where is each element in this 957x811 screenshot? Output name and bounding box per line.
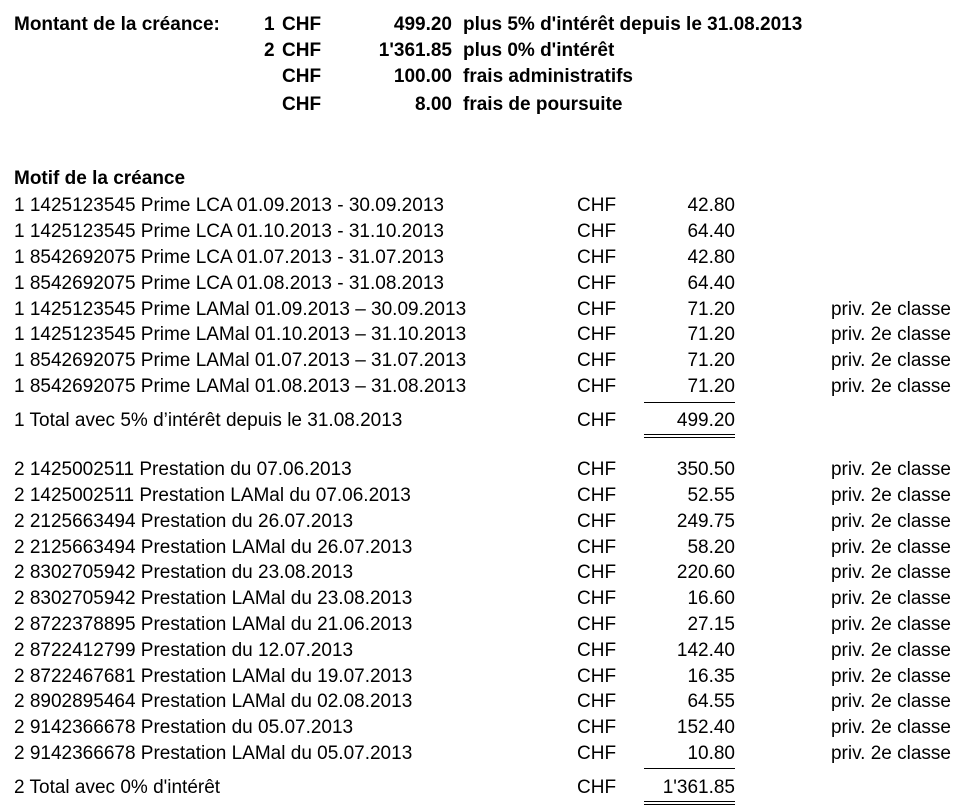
- summary-amount: 1'361.85: [378, 40, 452, 61]
- row-amount: 10.80: [687, 743, 735, 764]
- row-currency: CHF: [577, 299, 617, 320]
- subtotal-rule: [644, 402, 735, 403]
- row-currency: CHF: [577, 221, 617, 242]
- row-note: priv. 2e classe: [830, 376, 951, 397]
- row-amount: 27.15: [687, 614, 735, 635]
- row-amount: 220.60: [676, 562, 735, 583]
- row-description: 1 8542692075 Prime LAMal 01.07.2013 – 31.07.2013: [14, 350, 467, 371]
- total-description: 2 Total avec 0% d'intérêt: [14, 777, 221, 798]
- summary-currency: CHF: [282, 66, 322, 87]
- row-amount: 64.55: [687, 691, 735, 712]
- row-amount: 142.40: [676, 640, 735, 661]
- row-description: 2 8722378895 Prestation LAMal du 21.06.2013: [14, 614, 413, 635]
- row-amount: 71.20: [687, 324, 735, 345]
- row-description: 1 1425123545 Prime LCA 01.09.2013 - 30.09.2013: [14, 195, 444, 216]
- table-row: [0, 376, 957, 402]
- summary-description: plus 0% d'intérêt: [463, 40, 615, 61]
- row-description: 2 2125663494 Prestation LAMal du 26.07.2013: [14, 537, 413, 558]
- row-description: 2 8302705942 Prestation LAMal du 23.08.2013: [14, 588, 413, 609]
- row-description: 1 1425123545 Prime LAMal 01.09.2013 – 30.09.2013: [14, 299, 467, 320]
- summary-currency: CHF: [282, 94, 322, 115]
- row-amount: 42.80: [687, 247, 735, 268]
- table-row: [0, 350, 957, 376]
- total-currency: CHF: [577, 410, 617, 431]
- summary-amount: 499.20: [393, 14, 452, 35]
- row-amount: 42.80: [687, 195, 735, 216]
- table-row: [0, 459, 957, 485]
- row-description: 2 8722412799 Prestation du 12.07.2013: [14, 640, 354, 661]
- row-description: 1 8542692075 Prime LCA 01.07.2013 - 31.07.2013: [14, 247, 444, 268]
- total-amount: 499.20: [676, 410, 735, 431]
- row-currency: CHF: [577, 614, 617, 635]
- row-description: 1 1425123545 Prime LCA 01.10.2013 - 31.10.2013: [14, 221, 444, 242]
- subtotal-rule: [644, 768, 735, 769]
- table-row: [0, 195, 957, 221]
- row-currency: CHF: [577, 691, 617, 712]
- row-amount: 71.20: [687, 350, 735, 371]
- row-description: 1 8542692075 Prime LCA 01.08.2013 - 31.08.2013: [14, 273, 444, 294]
- table-row: [0, 588, 957, 614]
- row-currency: CHF: [577, 247, 617, 268]
- row-amount: 64.40: [687, 273, 735, 294]
- row-currency: CHF: [577, 511, 617, 532]
- row-amount: 71.20: [687, 376, 735, 397]
- table-row: [0, 562, 957, 588]
- row-note: priv. 2e classe: [830, 537, 951, 558]
- row-description: 2 8302705942 Prestation du 23.08.2013: [14, 562, 354, 583]
- table-row: [0, 666, 957, 692]
- row-note: priv. 2e classe: [830, 299, 951, 320]
- row-description: 2 1425002511 Prestation LAMal du 07.06.2013: [14, 485, 411, 506]
- row-note: priv. 2e classe: [830, 324, 951, 345]
- row-currency: CHF: [577, 459, 617, 480]
- table-row: [0, 743, 957, 769]
- total-double-rule: [644, 434, 735, 438]
- total-double-rule: [644, 801, 735, 805]
- table-row: [0, 691, 957, 717]
- row-amount: 16.60: [687, 588, 735, 609]
- row-currency: CHF: [577, 324, 617, 345]
- row-note: priv. 2e classe: [830, 588, 951, 609]
- summary-description: frais administratifs: [463, 66, 633, 87]
- row-currency: CHF: [577, 717, 617, 738]
- row-amount: 16.35: [687, 666, 735, 687]
- row-note: priv. 2e classe: [830, 511, 951, 532]
- row-currency: CHF: [577, 485, 617, 506]
- table-row: [0, 247, 957, 273]
- row-amount: 350.50: [676, 459, 735, 480]
- row-currency: CHF: [577, 537, 617, 558]
- row-amount: 64.40: [687, 221, 735, 242]
- row-currency: CHF: [577, 273, 617, 294]
- row-description: 2 9142366678 Prestation LAMal du 05.07.2013: [14, 743, 413, 764]
- summary-description: plus 5% d'intérêt depuis le 31.08.2013: [463, 14, 803, 35]
- row-currency: CHF: [577, 562, 617, 583]
- row-note: priv. 2e classe: [830, 350, 951, 371]
- total-row: [0, 777, 957, 803]
- table-row: [0, 614, 957, 640]
- row-amount: 249.75: [676, 511, 735, 532]
- total-amount: 1'361.85: [662, 777, 735, 798]
- table-row: [0, 324, 957, 350]
- row-currency: CHF: [577, 376, 617, 397]
- total-currency: CHF: [577, 777, 617, 798]
- claim-amount-label: Montant de la créance:: [14, 14, 220, 35]
- row-currency: CHF: [577, 350, 617, 371]
- row-note: priv. 2e classe: [830, 666, 951, 687]
- summary-amount: 8.00: [415, 94, 452, 115]
- row-note: priv. 2e classe: [830, 640, 951, 661]
- row-note: priv. 2e classe: [830, 485, 951, 506]
- row-description: 1 8542692075 Prime LAMal 01.08.2013 – 31.08.2013: [14, 376, 467, 397]
- table-row: [0, 221, 957, 247]
- row-amount: 52.55: [687, 485, 735, 506]
- row-note: priv. 2e classe: [830, 691, 951, 712]
- row-description: 2 2125663494 Prestation du 26.07.2013: [14, 511, 354, 532]
- row-description: 2 8902895464 Prestation LAMal du 02.08.2013: [14, 691, 413, 712]
- total-row: [0, 410, 957, 436]
- row-description: 2 8722467681 Prestation LAMal du 19.07.2013: [14, 666, 413, 687]
- row-description: 2 1425002511 Prestation du 07.06.2013: [14, 459, 352, 480]
- row-note: priv. 2e classe: [830, 562, 951, 583]
- table-row: [0, 640, 957, 666]
- table-row: [0, 511, 957, 537]
- table-row: [0, 537, 957, 563]
- table-row: [0, 299, 957, 325]
- row-currency: CHF: [577, 195, 617, 216]
- row-currency: CHF: [577, 666, 617, 687]
- total-description: 1 Total avec 5% d’intérêt depuis le 31.08.2013: [14, 410, 403, 431]
- summary-num: 1: [264, 14, 275, 35]
- table-row: [0, 273, 957, 299]
- table-row: [0, 485, 957, 511]
- row-description: 2 9142366678 Prestation du 05.07.2013: [14, 717, 354, 738]
- row-amount: 58.20: [687, 537, 735, 558]
- row-currency: CHF: [577, 640, 617, 661]
- summary-currency: CHF: [282, 40, 322, 61]
- row-currency: CHF: [577, 743, 617, 764]
- row-currency: CHF: [577, 588, 617, 609]
- row-note: priv. 2e classe: [830, 459, 951, 480]
- summary-amount: 100.00: [393, 66, 452, 87]
- row-amount: 152.40: [676, 717, 735, 738]
- table-row: [0, 717, 957, 743]
- section-title: Motif de la créance: [14, 168, 186, 189]
- summary-currency: CHF: [282, 14, 322, 35]
- row-note: priv. 2e classe: [830, 743, 951, 764]
- summary-num: 2: [264, 40, 275, 61]
- row-note: priv. 2e classe: [830, 614, 951, 635]
- row-amount: 71.20: [687, 299, 735, 320]
- summary-description: frais de poursuite: [463, 94, 623, 115]
- row-note: priv. 2e classe: [830, 717, 951, 738]
- row-description: 1 1425123545 Prime LAMal 01.10.2013 – 31.10.2013: [14, 324, 467, 345]
